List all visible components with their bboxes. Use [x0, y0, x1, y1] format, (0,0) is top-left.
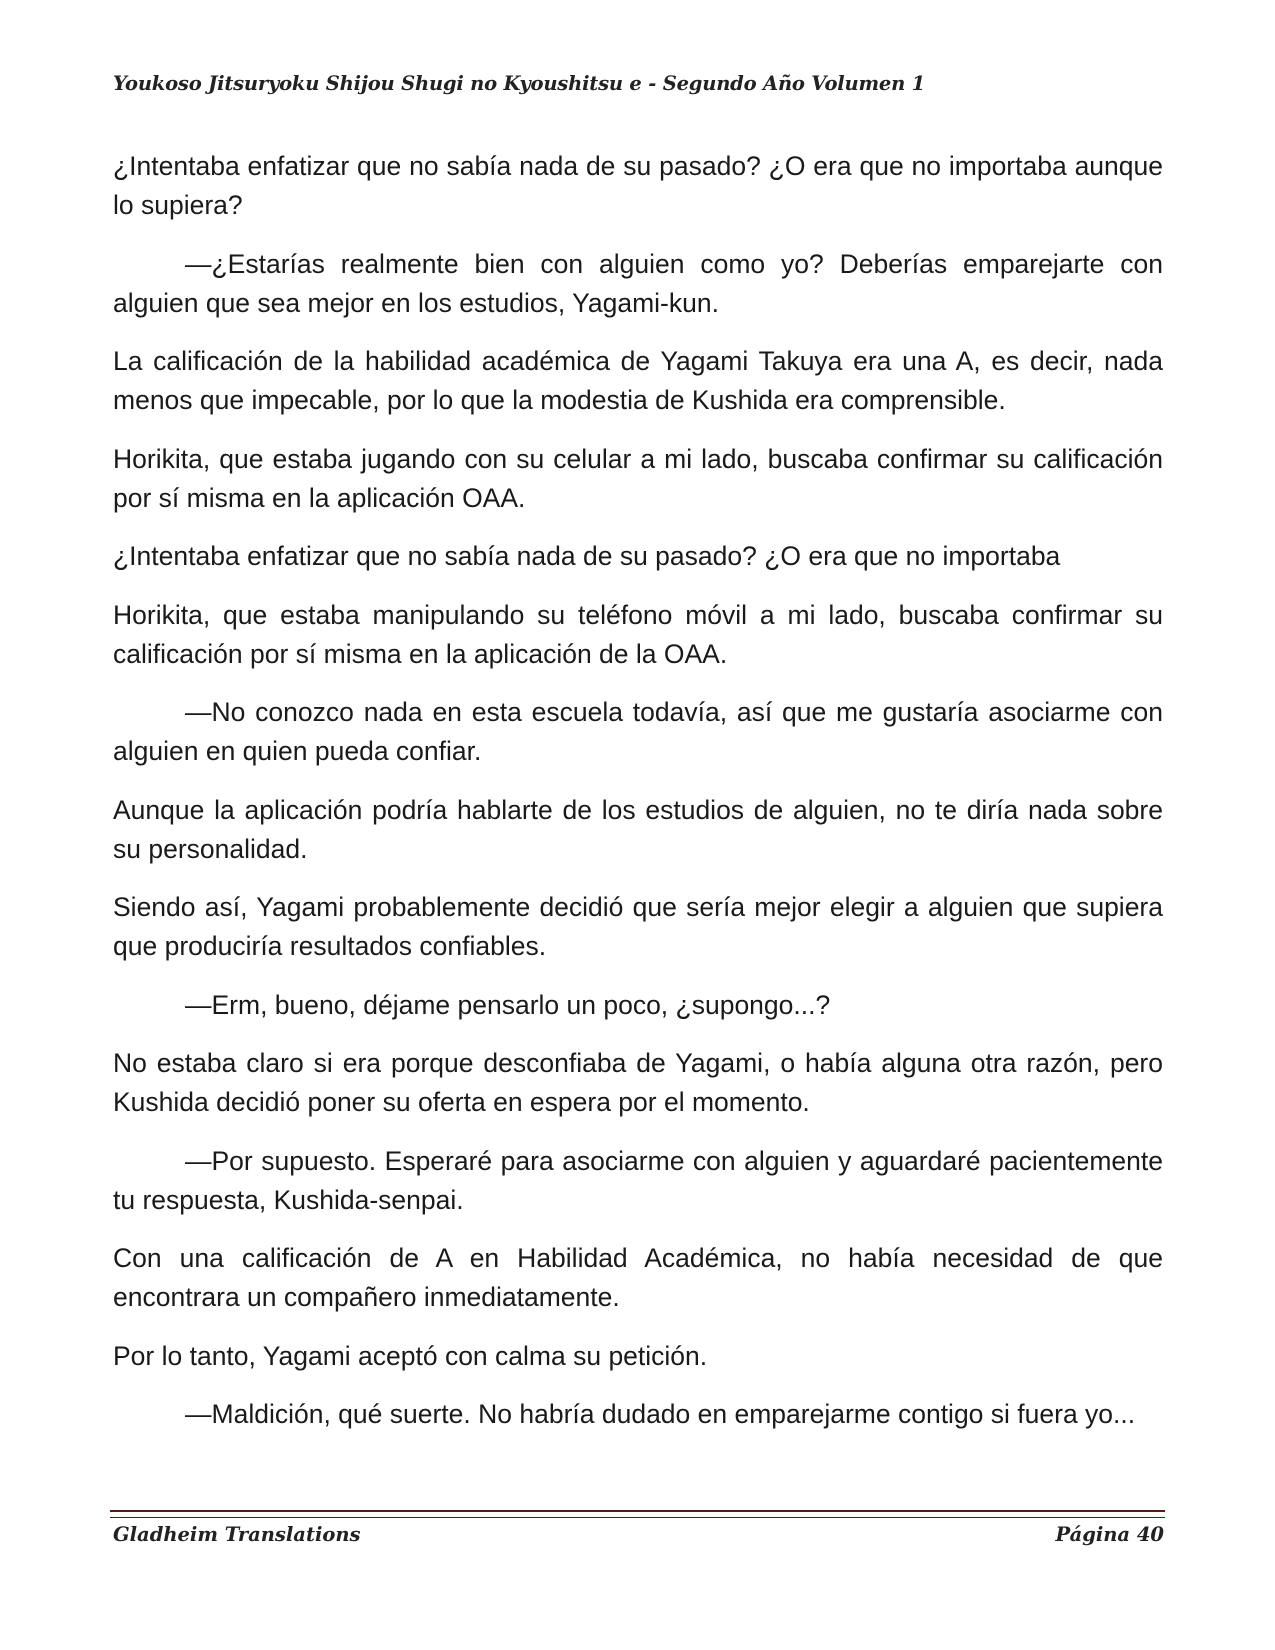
- paragraph: La calificación de la habilidad académica de Yagami Takuya era una A, es decir, nada menos que impecable, por lo que la modestia de Kushida era comprensible.: [113, 346, 1163, 415]
- footer-publisher: Gladheim Translations: [113, 1523, 361, 1546]
- footer-page-number: Página 40: [1055, 1523, 1164, 1546]
- dialog-paragraph: —Por supuesto. Esperaré para asociarme con alguien y aguardaré pacientemente tu respuesta, Kushida-senpai.: [113, 1145, 1163, 1215]
- paragraph: No estaba claro si era porque desconfiaba de Yagami, o había alguna otra razón, pero Kushida decidió poner su oferta en espera por el momento.: [113, 1048, 1163, 1117]
- footer-divider: [110, 1510, 1165, 1518]
- paragraph: Horikita, que estaba jugando con su celular a mi lado, buscaba confirmar su calificación por sí misma en la aplicación OAA.: [113, 443, 1163, 513]
- body-text: [113, 147, 1163, 1454]
- paragraph: Horikita, que estaba manipulando su teléfono móvil a mi lado, buscaba confirmar su calificación por sí misma en la aplicación de la OAA.: [113, 599, 1163, 669]
- paragraph: Aunque la aplicación podría hablarte de los estudios de alguien, no te diría nada sobre su personalidad.: [113, 794, 1163, 864]
- dialog-paragraph: —Maldición, qué suerte. No habría dudado en emparejarme contigo si fuera yo...: [185, 1399, 1136, 1429]
- paragraph: Siendo así, Yagami probablemente decidió que sería mejor elegir a alguien que supiera que produciría resultados confiables.: [113, 892, 1163, 961]
- paragraph: Con una calificación de A en Habilidad Académica, no había necesidad de que encontrara un compañero inmediatamente.: [113, 1243, 1163, 1312]
- paragraph: ¿Intentaba enfatizar que no sabía nada de su pasado? ¿O era que no importaba aunque lo supiera?: [113, 151, 1163, 220]
- dialog-paragraph: —¿Estarías realmente bien con alguien como yo? Deberías emparejarte con alguien que sea mejor en los estudios, Yagami-kun.: [113, 248, 1163, 318]
- dialog-paragraph: —No conozco nada en esta escuela todavía, así que me gustaría asociarme con alguien en quien pueda confiar.: [113, 697, 1163, 766]
- dialog-paragraph: —Erm, bueno, déjame pensarlo un poco, ¿supongo...?: [185, 989, 831, 1020]
- paragraph: ¿Intentaba enfatizar que no sabía nada de su pasado? ¿O era que no importaba: [113, 541, 1061, 571]
- paragraph: Por lo tanto, Yagami aceptó con calma su petición.: [113, 1340, 708, 1371]
- running-header-title: Youkoso Jitsuryoku Shijou Shugi no Kyoushitsu e - Segundo Año Volumen 1: [113, 72, 926, 95]
